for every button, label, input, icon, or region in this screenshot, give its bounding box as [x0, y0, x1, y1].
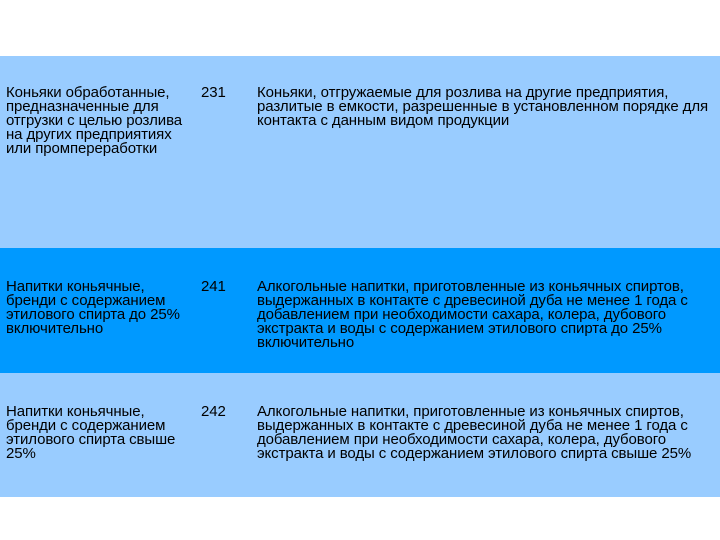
product-code-cell: 241 — [201, 278, 226, 295]
product-name-cell: Напитки коньячные, бренди с содержанием этилового спирта до 25% включительно — [6, 278, 180, 337]
classification-table — [0, 56, 720, 497]
product-code-cell: 242 — [201, 403, 226, 420]
table-row — [0, 373, 720, 497]
table-row — [0, 56, 720, 248]
product-description-cell: Алкогольные напитки, приготовленные из коньячных спиртов, выдержанных в контакте с древесиной дуба не менее 1 года с добавлением при необходимости сахара, колера, дубового экстракта и воды с содержанием этилового спирта до 25% включительно — [257, 278, 688, 351]
product-name-cell: Коньяки обработанные, предназначенные для отгрузки с целью розлива на других предприятиях или промпереработки — [6, 84, 183, 157]
product-description-cell: Алкогольные напитки, приготовленные из коньячных спиртов, выдержанных в контакте с древесиной дуба не менее 1 года с добавлением при необходимости сахара, колера, дубового экстракта и воды с содержанием этилового спирта свыше 25% — [257, 403, 692, 462]
table-row — [0, 248, 720, 373]
product-description-cell: Коньяки, отгружаемые для розлива на другие предприятия, разлитые в емкости, разрешенные в установленном порядке для контакта с данным видом продукции — [257, 84, 709, 129]
product-code-cell: 231 — [201, 84, 226, 101]
product-name-cell: Напитки коньячные, бренди с содержанием этилового спирта свыше 25% — [6, 403, 176, 462]
